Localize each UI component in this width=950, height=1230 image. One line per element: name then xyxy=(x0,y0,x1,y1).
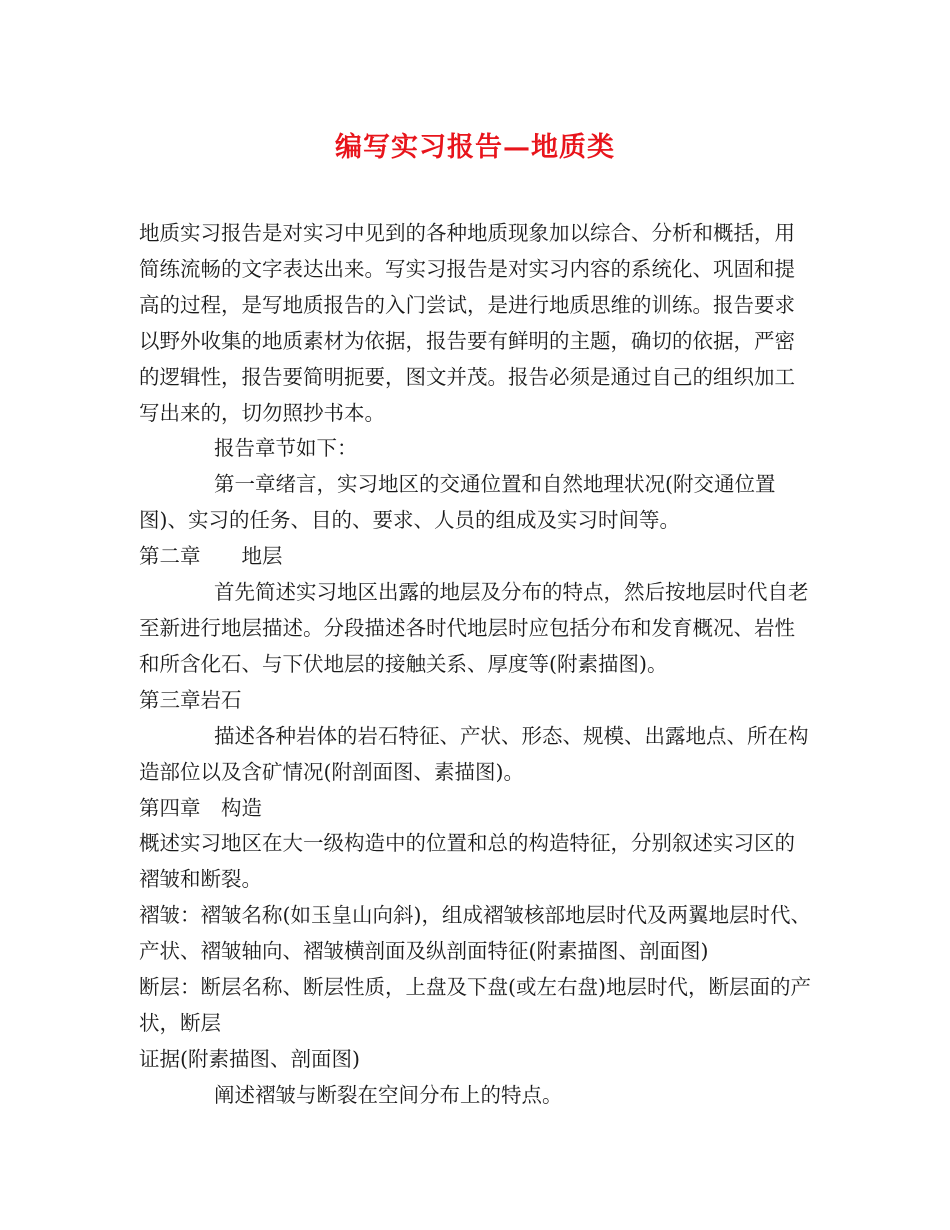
chapter-1-paragraph: 第一章绪言，实习地区的交通位置和自然地理状况(附交通位置图)、实习的任务、目的、要求、人员的组成及实习时间等。 xyxy=(139,472,776,533)
chapter-3-paragraph: 描述各种岩体的岩石特征、产状、形态、规模、出露地点、所在构造部位以及含矿情况(附剖面图、素描图)。 xyxy=(139,723,809,784)
document-body xyxy=(139,216,815,1114)
chapter-list-intro: 报告章节如下： xyxy=(214,436,358,461)
chapter-3-heading: 第三章岩石 xyxy=(139,687,242,712)
intro-paragraph: 地质实习报告是对实习中见到的各种地质现象加以综合、分析和概括，用简练流畅的文字表达出来。写实习报告是对实习内容的系统化、巩固和提高的过程，是写地质报告的入门尝试，是进行地质思维的训练。报告要求以野外收集的地质素材为依据，报告要有鲜明的主题，确切的依据，严密的逻辑性，报告要简明扼要，图文并茂。报告必须是通过自己的组织加工写出来的，切勿照抄书本。 xyxy=(139,221,795,425)
fault-evidence-line: 证据(附素描图、剖面图) xyxy=(139,1046,360,1071)
chapter-2-paragraph: 首先简述实习地区出露的地层及分布的特点，然后按地层时代自老至新进行地层描述。分段描述各时代地层时应包括分布和发育概况、岩性和所含化石、与下伏地层的接触关系、厚度等(附素描图)。 xyxy=(139,580,809,676)
chapter-2-heading: 第二章 地层 xyxy=(139,544,283,569)
spatial-distribution-paragraph: 阐述褶皱与断裂在空间分布上的特点。 xyxy=(214,1082,563,1107)
chapter-4-heading: 第四章 构造 xyxy=(139,795,262,820)
fold-paragraph: 褶皱：褶皱名称(如玉皇山向斜)，组成褶皱核部地层时代及两翼地层时代、产状、褶皱轴向、褶皱横剖面及纵剖面特征(附素描图、剖面图) xyxy=(139,903,811,964)
fault-paragraph: 断层：断层名称、断层性质，上盘及下盘(或左右盘)地层时代，断层面的产状，断层 xyxy=(139,975,811,1035)
chapter-4-overview: 概述实习地区在大一级构造中的位置和总的构造特征，分别叙述实习区的褶皱和断裂。 xyxy=(139,831,795,892)
page-title: 编写实习报告—地质类 xyxy=(335,132,615,163)
